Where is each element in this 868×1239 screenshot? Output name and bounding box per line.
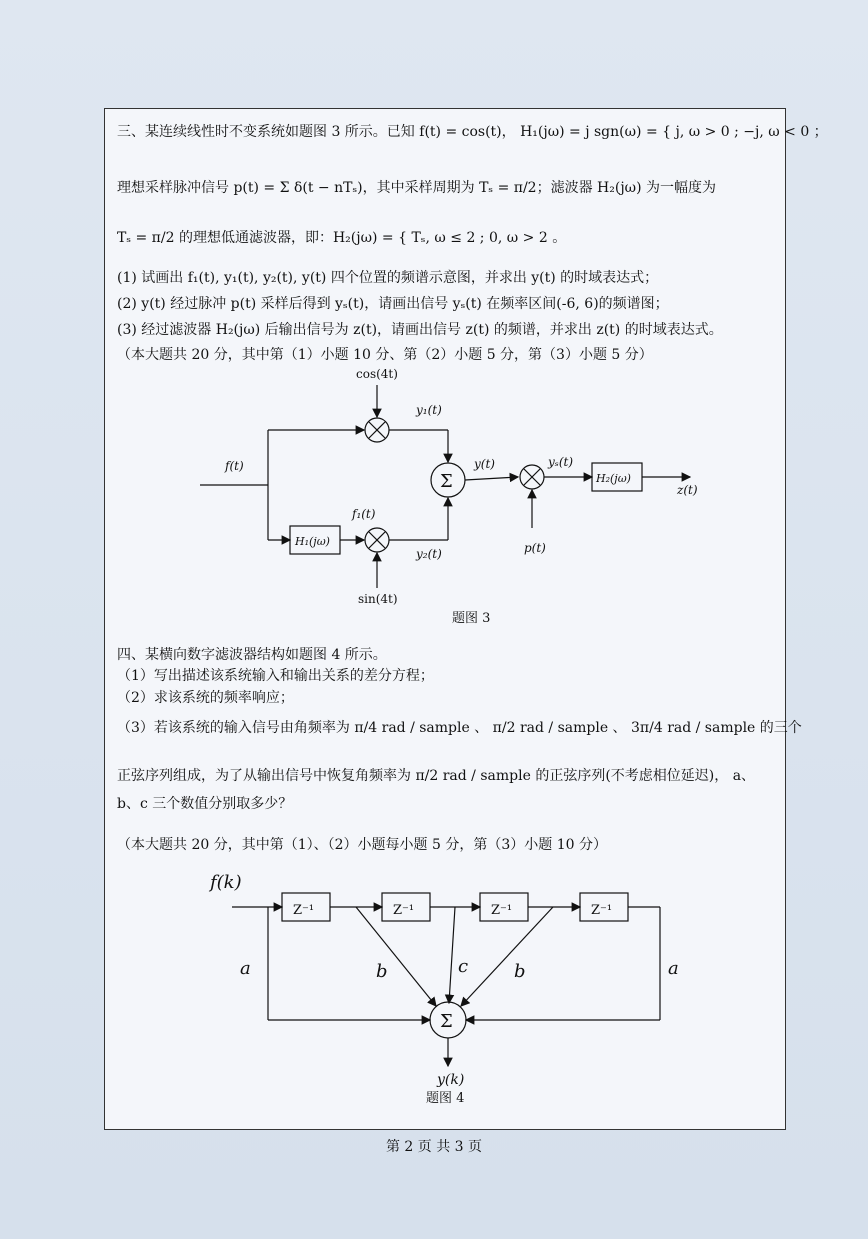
sum-symbol-4: Σ [440, 1011, 453, 1032]
p4-question3b: 正弦序列组成，为了从输出信号中恢复角频率为 π/2 rad / sample 的正弦序列(不考虑相位延迟)， a、 [117, 768, 756, 784]
p4-line1: 四、某横向数字滤波器结构如题图 4 所示。 [117, 647, 387, 663]
p3-question1: (1) 试画出 f₁(t), y₁(t), y₂(t), y(t) 四个位置的频谱示意图，并求出 y(t) 的时域表达式； [117, 270, 659, 286]
sum-symbol-3: Σ [440, 471, 453, 492]
coef-c: c [458, 956, 469, 977]
p3-question3: (3) 经过滤波器 H₂(jω) 后输出信号为 z(t)，请画出信号 z(t) 的频谱，并求出 z(t) 的时域表达式。 [117, 322, 723, 338]
p3-line2: 理想采样脉冲信号 p(t) = Σ δ(t − nTₛ)，其中采样周期为 Tₛ = π/2；滤波器 H₂(jω) 为一幅度为 [117, 180, 716, 196]
p4-score: （本大题共 20 分，其中第（1）、（2）小题每小题 5 分，第（3）小题 10 分） [117, 837, 607, 853]
p3-line3: Tₛ = π/2 的理想低通滤波器，即：H₂(jω) = { Tₛ, ω ≤ 2 ; 0, ω > 2 。 [117, 230, 567, 246]
label-ys: yₛ(t) [548, 455, 574, 469]
delay-2: Z⁻¹ [393, 903, 415, 918]
coef-b-right: b [514, 961, 526, 982]
coef-b-left: b [376, 961, 388, 982]
label-ft: f(t) [225, 459, 244, 473]
coef-a-right: a [668, 958, 679, 979]
label-sin4t: sin(4t) [358, 592, 398, 606]
page-footer: 第 2 页 共 3 页 [385, 1139, 483, 1155]
label-y: y(t) [474, 457, 495, 471]
label-cos4t: cos(4t) [356, 367, 398, 381]
p4-question3c: b、c 三个数值分别取多少？ [117, 796, 293, 812]
label-y2: y₂(t) [416, 547, 442, 561]
caption-4: 题图 4 [426, 1091, 465, 1106]
label-f1: f₁(t) [352, 507, 376, 521]
p4-question1: （1）写出描述该系统输入和输出关系的差分方程； [117, 668, 434, 684]
label-y1: y₁(t) [416, 403, 442, 417]
label-p: p(t) [524, 541, 546, 555]
p3-line1: 三、某连续线性时不变系统如题图 3 所示。已知 f(t) = cos(t)， H₁(jω) = j sgn(ω) = { j, ω > 0 ; −j, ω < 0 ； [117, 124, 828, 140]
caption-3: 题图 3 [452, 611, 491, 626]
delay-4: Z⁻¹ [591, 903, 613, 918]
delay-1: Z⁻¹ [293, 903, 315, 918]
delay-3: Z⁻¹ [491, 903, 513, 918]
p3-score: （本大题共 20 分，其中第（1）小题 10 分、第（2）小题 5 分，第（3）小题 5 分） [117, 347, 653, 363]
label-h1: H₁(jω) [295, 535, 330, 548]
coef-a-left: a [240, 958, 251, 979]
p3-question2: (2) y(t) 经过脉冲 p(t) 采样后得到 yₛ(t)，请画出信号 yₛ(t) 在频率区间(-6, 6)的频谱图； [117, 296, 669, 312]
label-yk: y(k) [437, 1072, 465, 1088]
label-fk: f(k) [210, 872, 242, 893]
p4-question2: （2）求该系统的频率响应； [117, 690, 294, 706]
label-z: z(t) [677, 483, 698, 497]
p4-question3: （3）若该系统的输入信号由角频率为 π/4 rad / sample 、 π/2 rad / sample 、 3π/4 rad / sample 的三个 [117, 720, 802, 736]
label-h2: H₂(jω) [596, 472, 631, 485]
